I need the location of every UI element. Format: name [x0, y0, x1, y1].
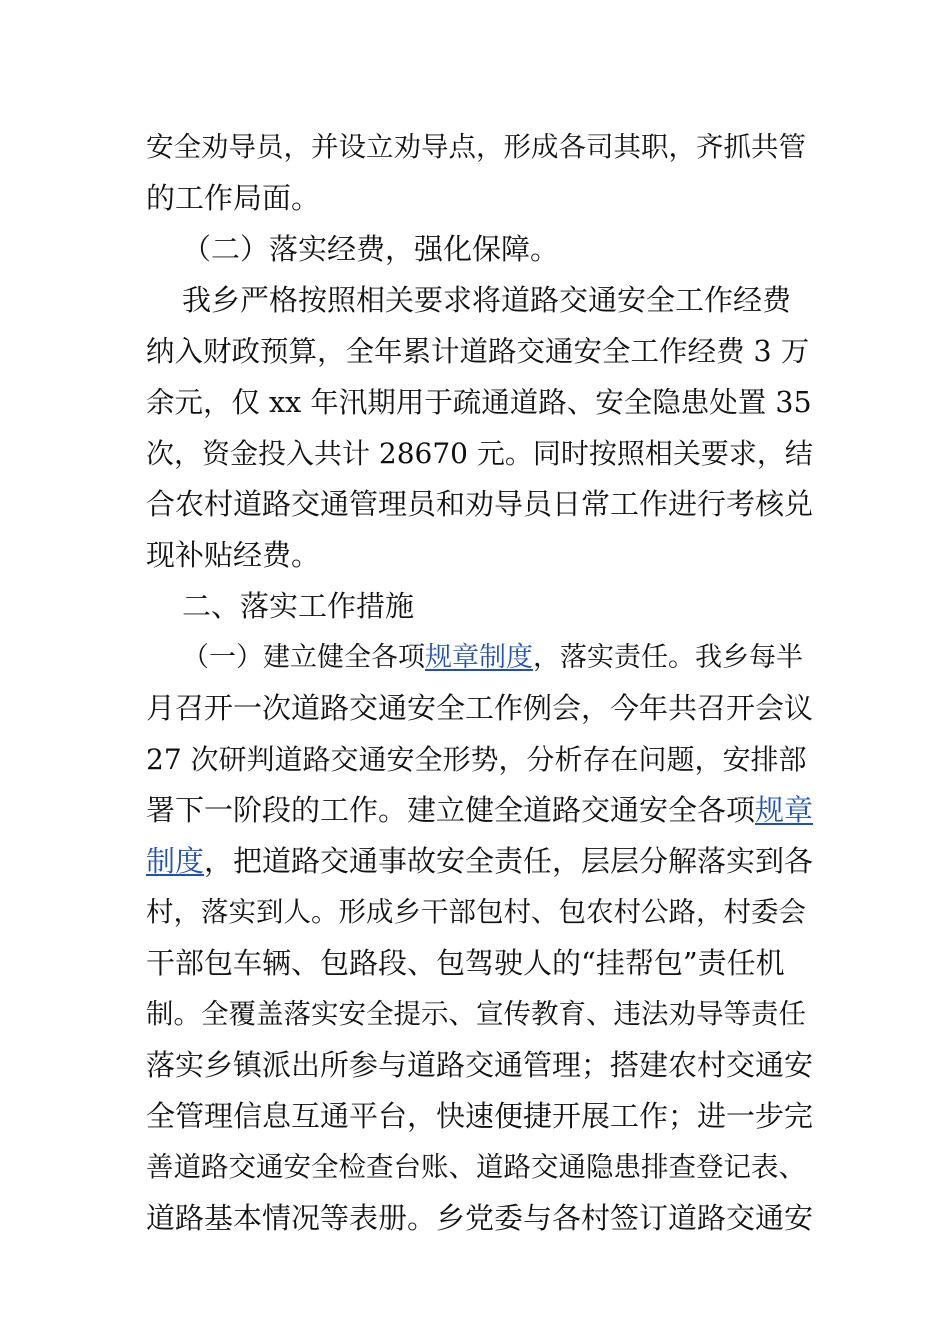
- text-segment: 27 次研判道路交通安全形势，分析存在问题，安排部: [146, 743, 807, 776]
- text-line: [146, 683, 814, 734]
- text-segment: 道路基本情况等表册。乡党委与各村签订道路交通安: [146, 1201, 814, 1235]
- text-segment: 合农村道路交通管理员和劝导员日常工作进行考核兑: [146, 487, 814, 521]
- text-line: [146, 173, 814, 224]
- text-line: [146, 632, 814, 683]
- hyperlink-regulations[interactable]: 制度: [146, 844, 205, 878]
- text-line: [146, 581, 814, 632]
- text-line: [146, 989, 814, 1040]
- text-segment: ，落实责任。我乡每半: [533, 642, 803, 673]
- document-body: [146, 122, 814, 1244]
- text-segment: 落实乡镇派出所参与道路交通管理；搭建农村交通安: [146, 1048, 814, 1082]
- hyperlink-regulations[interactable]: 规章: [755, 793, 814, 827]
- text-line: [146, 224, 814, 275]
- text-segment: 署下一阶段的工作。建立健全道路交通安全各项: [146, 793, 756, 827]
- text-line: [146, 122, 814, 173]
- text-line: [146, 836, 814, 887]
- text-segment: 二、落实工作措施: [182, 589, 415, 623]
- text-segment: 村，落实到人。形成乡干部包村、包农村公路，村委会: [146, 896, 806, 928]
- text-segment: 纳入财政预算，全年累计道路交通安全工作经费 3 万: [146, 335, 810, 368]
- text-line: [146, 1142, 814, 1193]
- text-segment: 安全劝导员，并设立劝导点，形成各司其职，齐抓共管: [146, 131, 806, 163]
- text-segment: 全管理信息互通平台，快速便捷开展工作；进一步完: [146, 1099, 814, 1133]
- text-line: [146, 428, 814, 479]
- text-segment: 制。全覆盖落实安全提示、宣传教育、违法劝导等责任: [146, 998, 806, 1030]
- text-segment: ，把道路交通事故安全责任，层层分解落实到各: [204, 844, 814, 878]
- text-line: [146, 275, 814, 326]
- text-line: [146, 326, 814, 377]
- text-segment: 的工作局面。: [146, 181, 321, 215]
- text-line: [146, 1193, 814, 1244]
- text-line: [146, 938, 814, 989]
- text-line: [146, 1040, 814, 1091]
- text-segment: 我乡严格按照相关要求将道路交通安全工作经费: [182, 283, 792, 317]
- text-line: [146, 530, 814, 581]
- text-segment: （二）落实经费，强化保障。: [182, 232, 560, 266]
- text-line: [146, 1091, 814, 1142]
- text-line: [146, 887, 814, 938]
- text-segment: 余元，仅 xx 年汛期用于疏通道路、安全隐患处置 35: [146, 386, 812, 419]
- hyperlink-regulations[interactable]: 规章制度: [425, 642, 533, 673]
- text-segment: 月召开一次道路交通安全工作例会，今年共召开会议: [146, 691, 814, 725]
- text-line: [146, 479, 814, 530]
- text-segment: 干部包车辆、包路段、包驾驶人的“挂帮包”责任机: [146, 946, 785, 980]
- text-line: [146, 377, 814, 428]
- text-line: [146, 734, 814, 785]
- text-line: [146, 785, 814, 836]
- text-segment: 次，资金投入共计 28670 元。同时按照相关要求，结: [146, 437, 813, 470]
- text-segment: 善道路交通安全检查台账、道路交通隐患排查登记表、: [146, 1151, 806, 1183]
- text-segment: （一）建立健全各项: [182, 642, 425, 673]
- text-segment: 现补贴经费。: [146, 538, 321, 572]
